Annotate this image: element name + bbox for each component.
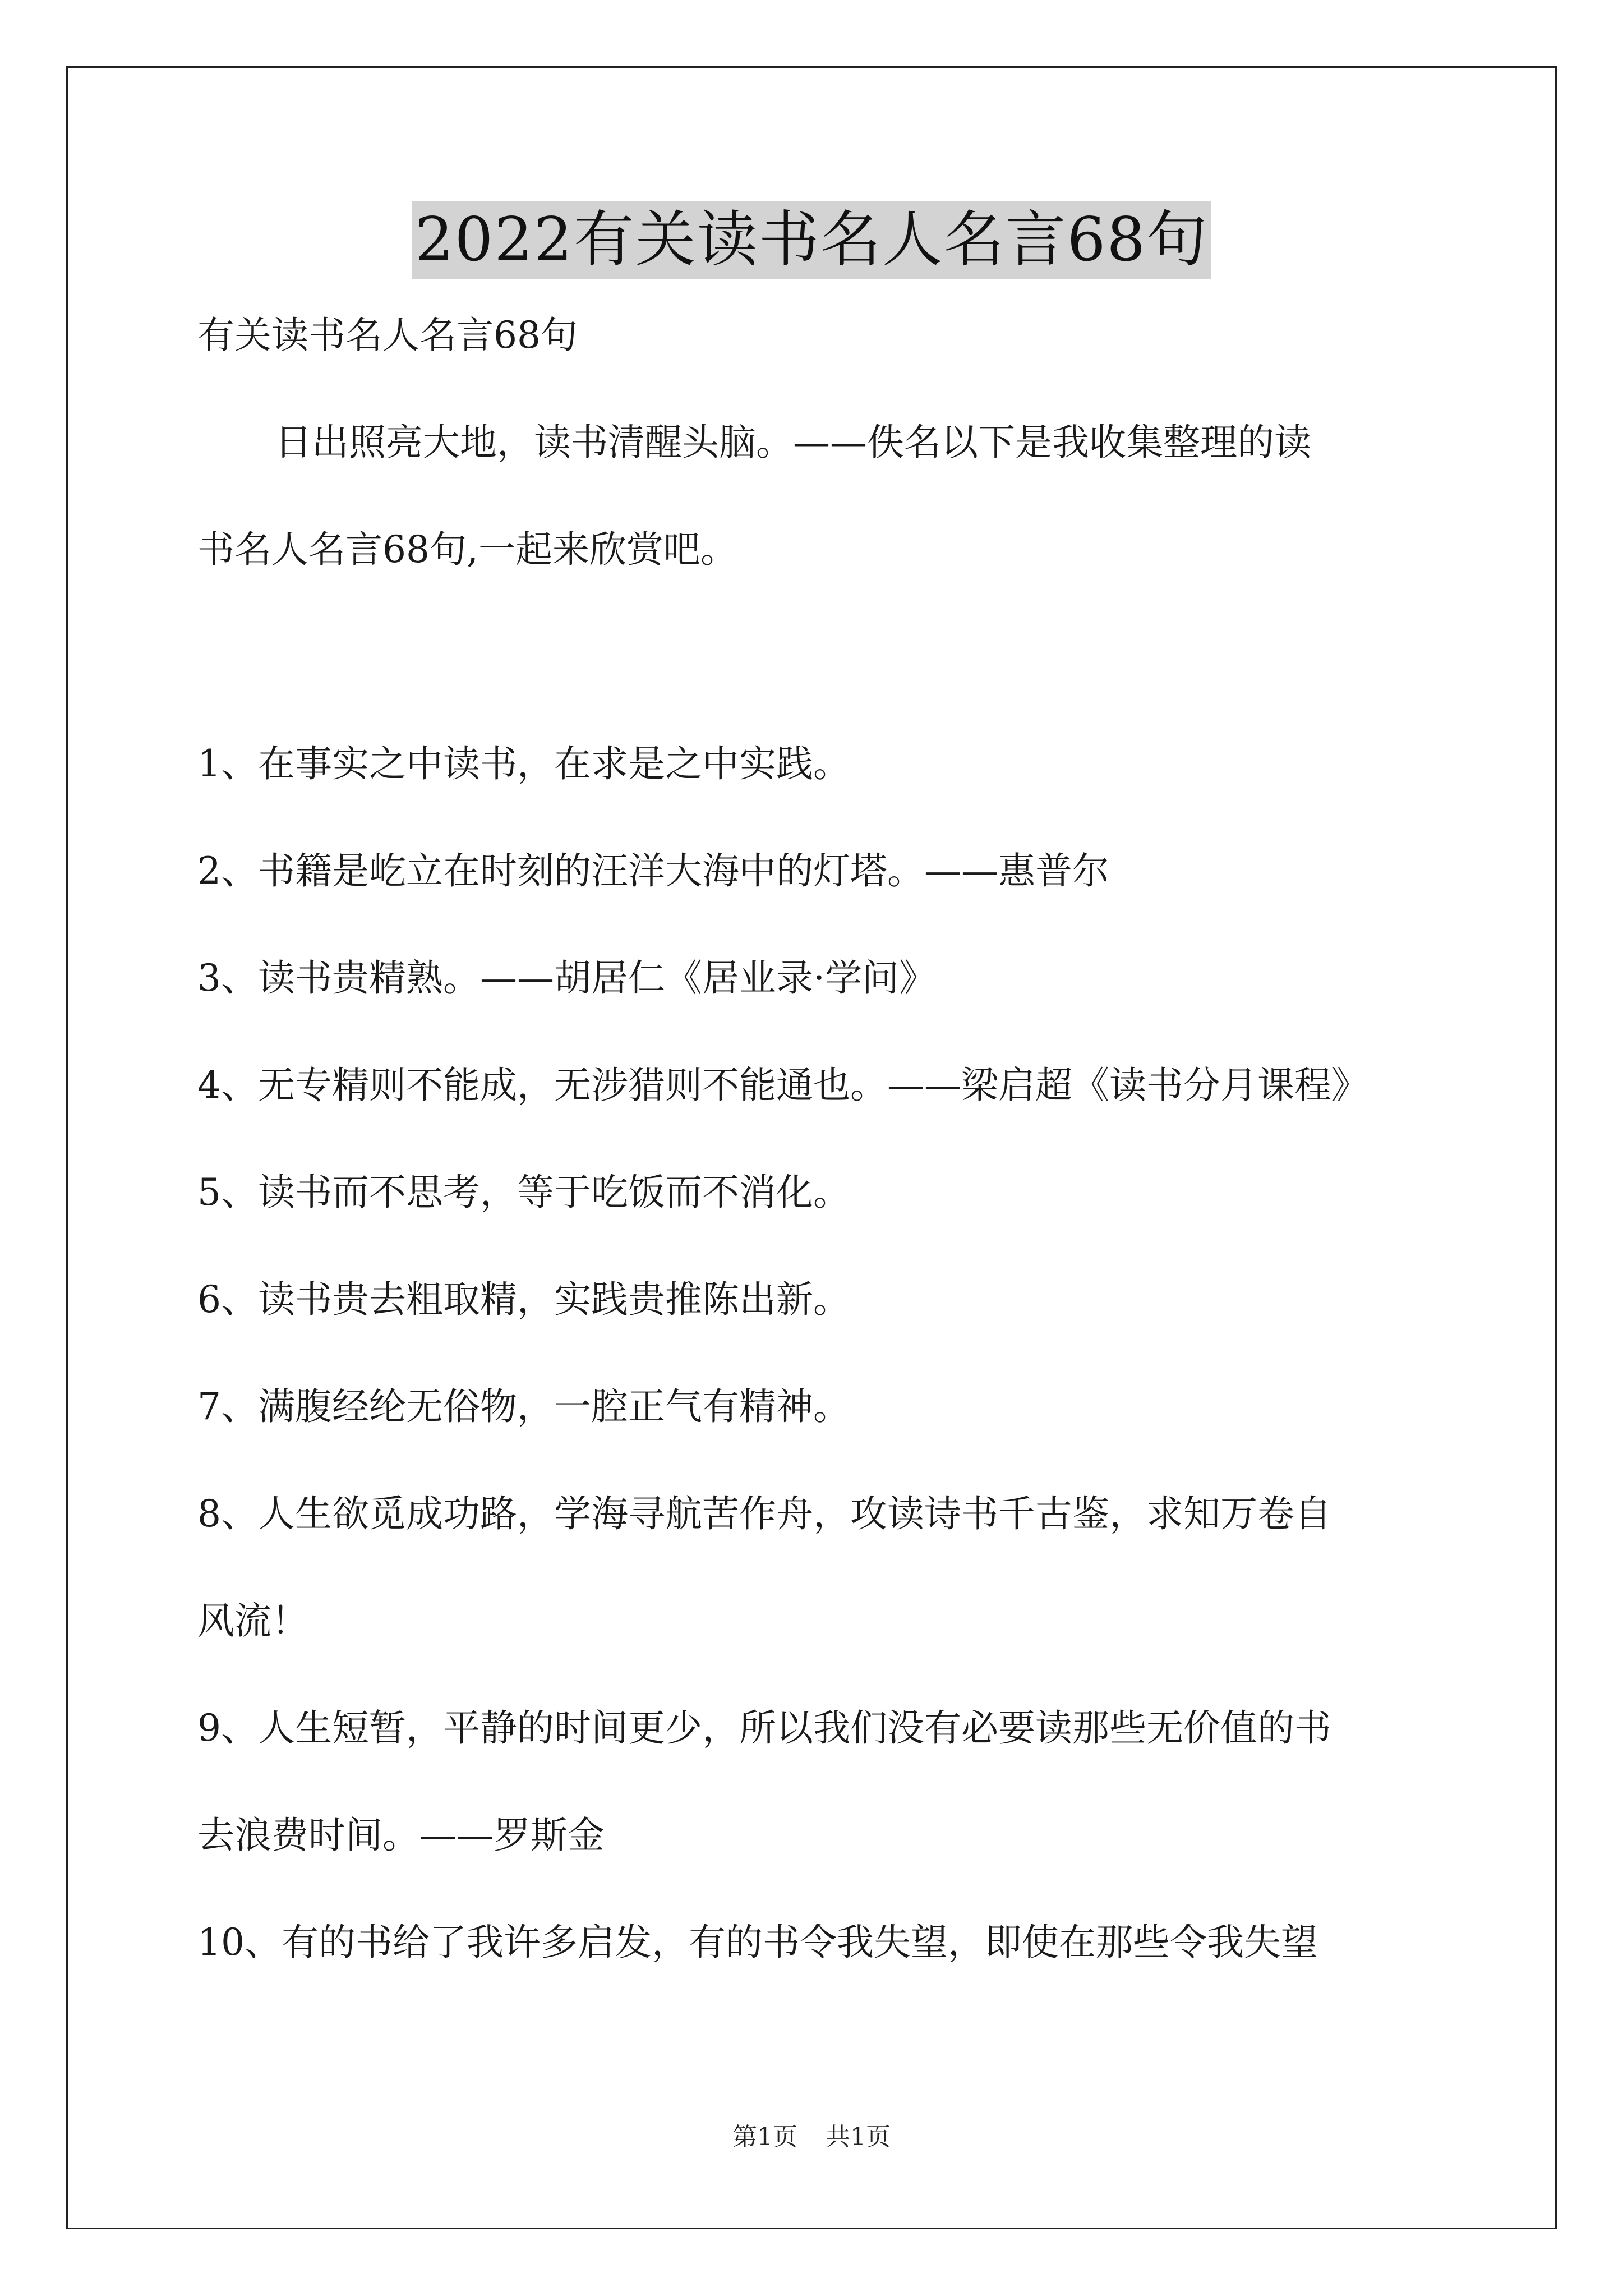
quote-line: 7、满腹经纶无俗物，一腔正气有精神。	[197, 1385, 850, 1428]
quote-line: 1、在事实之中读书，在求是之中实践。	[197, 742, 850, 785]
intro-line: 书名人名言68句,一起来欣赏吧。	[197, 528, 737, 571]
document-title: 2022有关读书名人名言68句	[412, 201, 1211, 279]
quote-line: 风流！	[197, 1599, 308, 1642]
quote-line: 6、读书贵去粗取精，实践贵推陈出新。	[197, 1278, 850, 1321]
quote-line: 9、人生短暂，平静的时间更少，所以我们没有必要读那些无价值的书	[197, 1706, 1331, 1750]
quote-line: 4、无专精则不能成，无涉猎则不能通也。——梁启超《读书分月课程》	[197, 1064, 1368, 1107]
quote-line: 10、有的书给了我许多启发，有的书令我失望，即使在那些令我失望	[197, 1921, 1318, 1964]
quote-line: 2、书籍是屹立在时刻的汪洋大海中的灯塔。——惠普尔	[197, 849, 1109, 892]
subtitle-line: 有关读书名人名言68句	[197, 314, 578, 357]
quote-line: 3、读书贵精熟。——胡居仁《居业录·学问》	[197, 956, 936, 1000]
page-number-total: 共1页	[826, 2123, 891, 2151]
intro-line: 日出照亮大地，读书清醒头脑。——佚名以下是我收集整理的读	[275, 421, 1311, 464]
title-container	[0, 201, 1623, 279]
quote-line: 去浪费时间。——罗斯金	[197, 1814, 605, 1857]
page-number-current: 第1页	[732, 2123, 797, 2151]
quote-line: 8、人生欲觅成功路，学海寻航苦作舟，攻读诗书千古鉴，求知万卷自	[197, 1492, 1331, 1535]
quote-line: 5、读书而不思考，等于吃饭而不消化。	[197, 1171, 850, 1214]
page-footer	[0, 2120, 1623, 2154]
document-body	[197, 309, 1442, 2023]
